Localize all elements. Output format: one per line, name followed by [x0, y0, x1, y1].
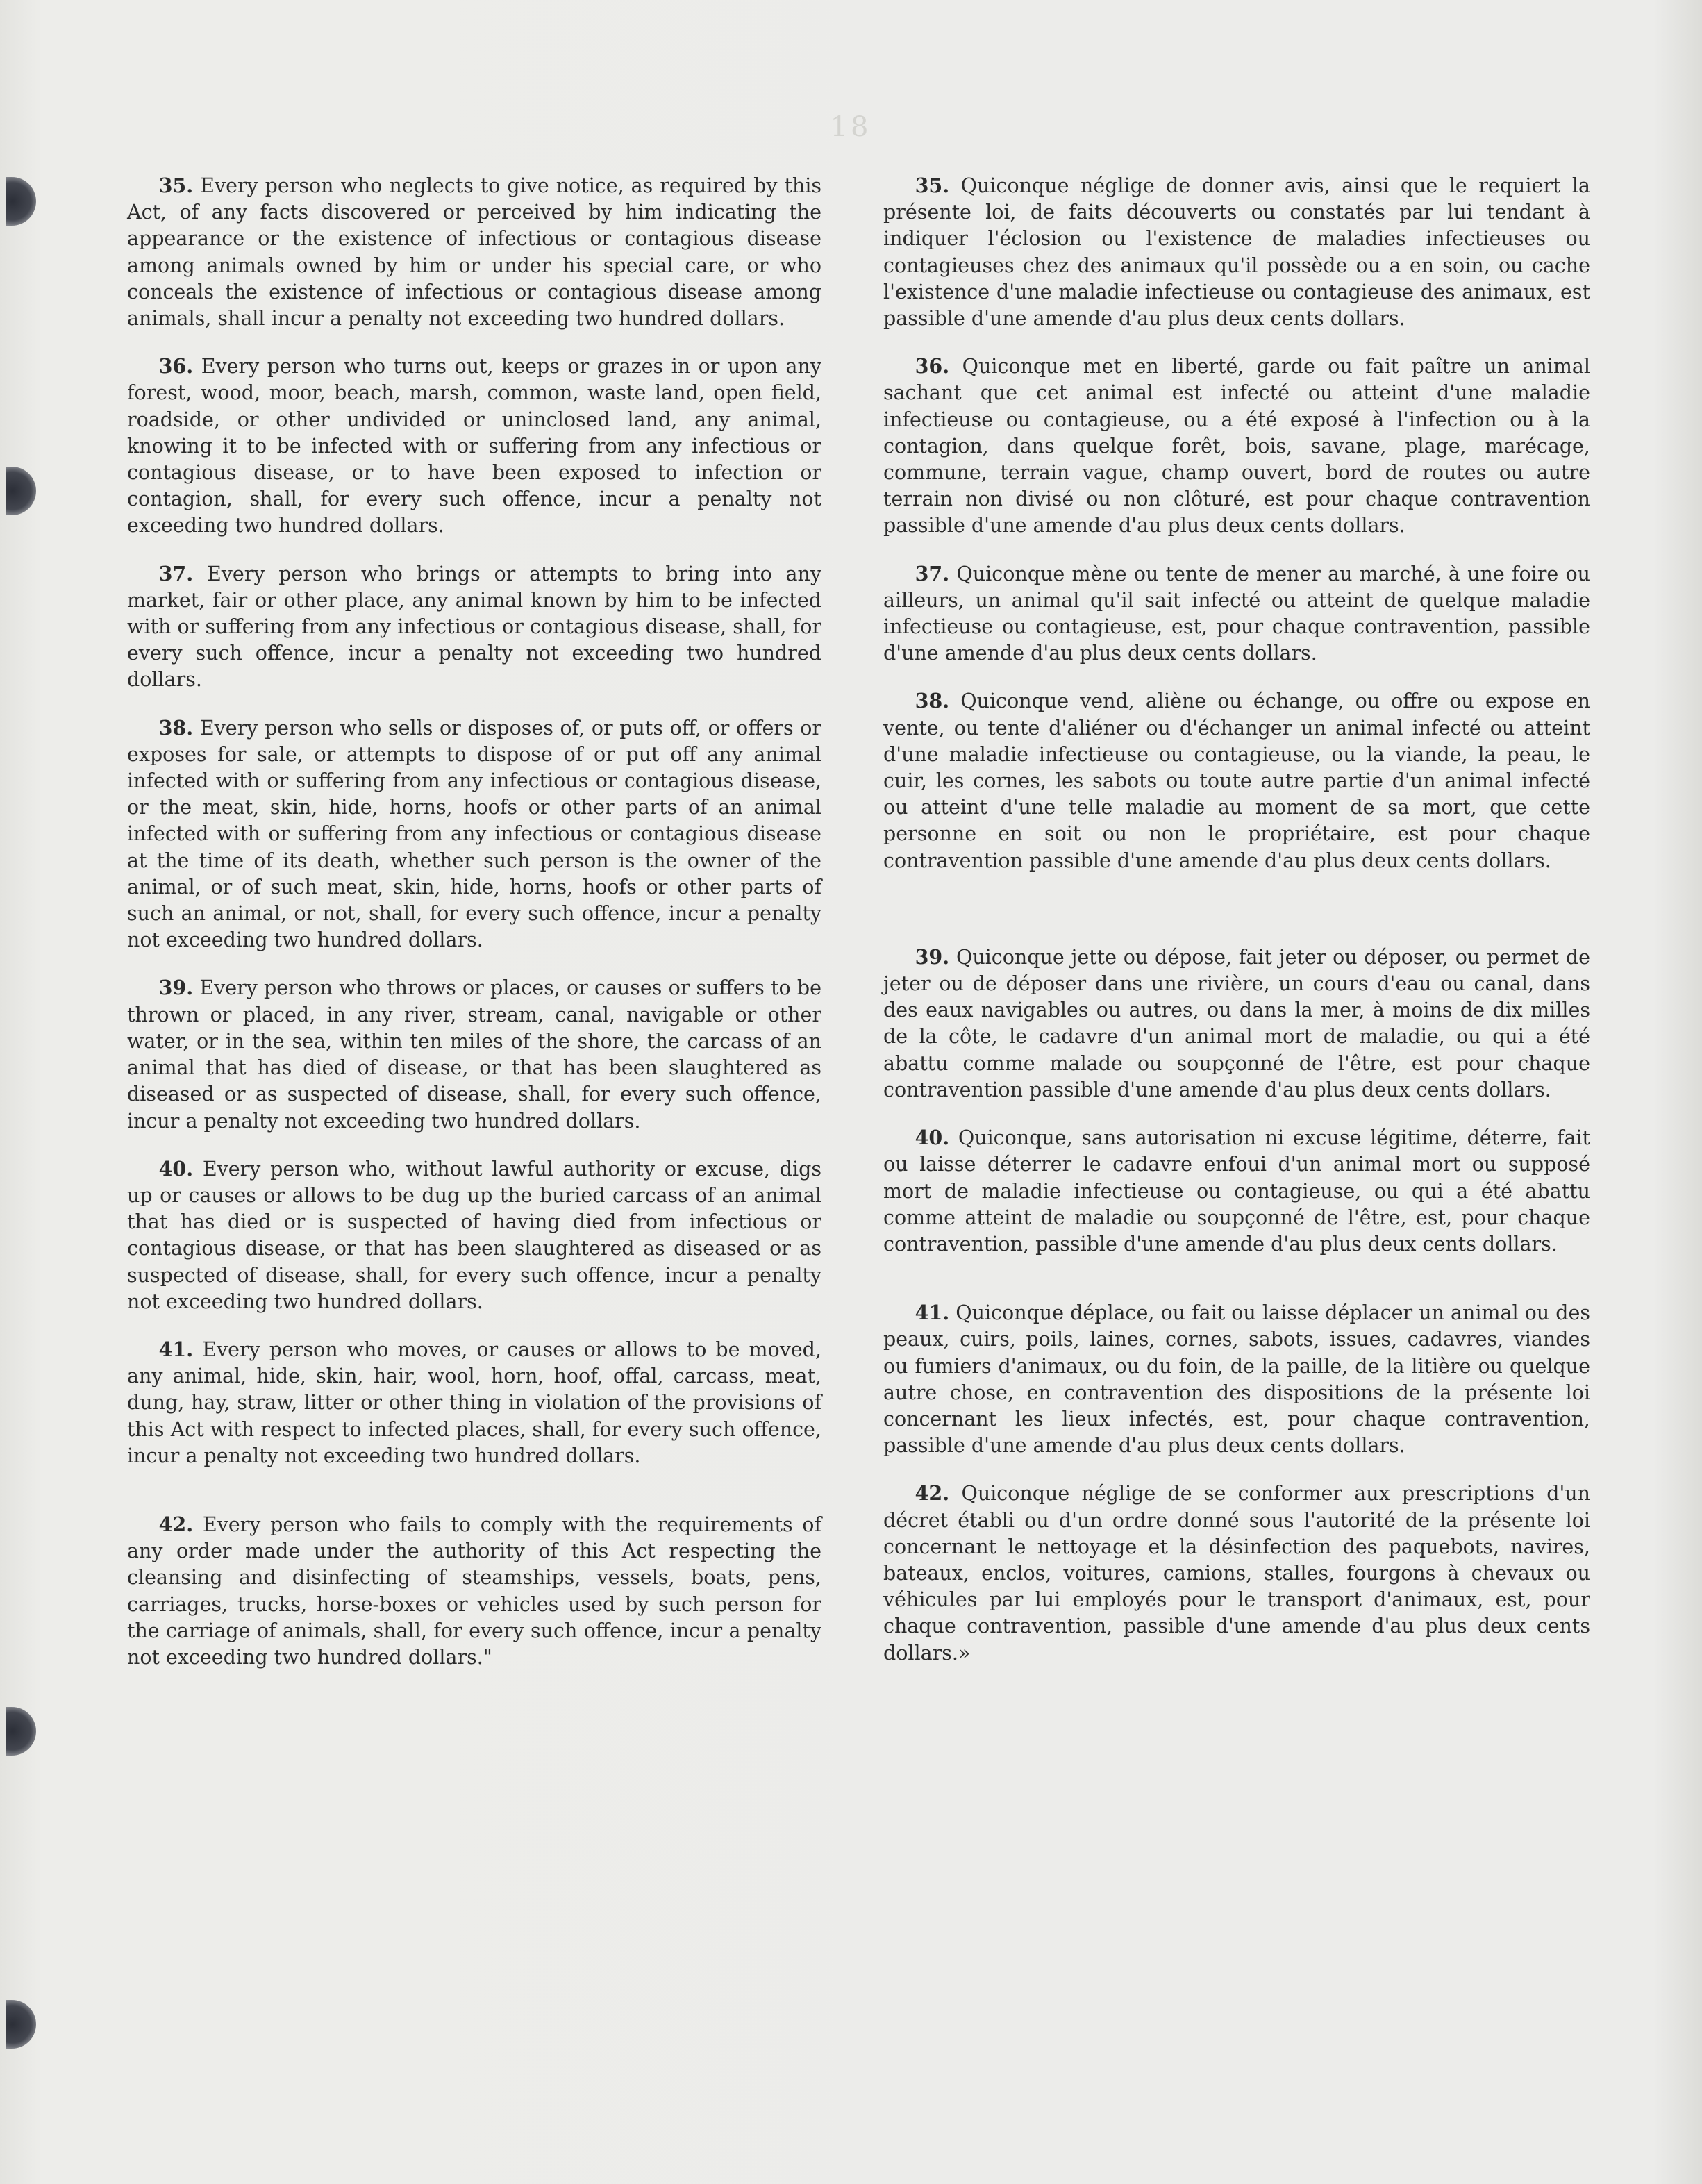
section-37-fr: 37. Quiconque mène ou tente de mener au marché, à une foire ou ailleurs, un animal qu'il sait infecté ou atteint de quelque maladie infectieuse ou contagieuse, est, pour chaque contravention, passible d'une amende d'au plus deux cents dollars. [883, 561, 1590, 665]
section-39-en: 39. Every person who throws or places, or causes or suffers to be thrown or placed, in any river, stream, canal, navigable or other water, or in the sea, within ten miles of the shore, the carcass of an animal that has died of disease, or that has been slaughtered as diseased or as suspected of disease, shall, for every such offence, incur a penalty not exceeding two hundred dollars. [127, 976, 821, 1133]
section-36-en: 36. Every person who turns out, keeps or grazes in or upon any forest, wood, moor, beach, marsh, common, waste land, open field, roadside, or other undivided or uninclosed land, any animal, knowing it to be infected with or suffering from any infectious or contagious disease, or to have been exposed to infection or contagion, shall, for every such offence, incur a penalty not exceeding two hundred dollars. [127, 354, 821, 537]
section-40-fr: 40. Quiconque, sans autorisation ni excuse légitime, déterre, fait ou laisse déterrer le cadavre enfoui d'un animal mort ou supposé mort de maladie infectieuse ou contagieuse, ou qui a été abattu comme atteint de maladie ou soupçonné de l'être, est, pour chaque contravention, passible d'une amende d'au plus deux cents dollars. [883, 1126, 1590, 1256]
section-37-en: 37. Every person who brings or attempts to bring into any market, fair or other place, any animal known by him to be infected with or suffering from any infectious or contagious disease, shall, for every such offence, incur a penalty not exceeding two hundred dollars. [127, 561, 821, 692]
section-39-fr: 39. Quiconque jette ou dépose, fait jeter ou déposer, ou permet de jeter ou de déposer dans une rivière, un cours d'eau ou canal, dans des eaux navigables ou autres, ou dans la mer, à moins de dix milles de la côte, le cadavre d'un animal mort de maladie, ou qui a été abattu comme malade ou soupçonné de l'être, est pour chaque contravention passible d'une amende d'au plus deux cents dollars. [883, 944, 1590, 1101]
punch-hole [6, 467, 36, 515]
section-36-fr: 36. Quiconque met en liberté, garde ou fait paître un animal sachant que cet animal est infecté ou atteint d'une maladie infectieuse ou contagieuse, ou a été exposé à l'infection ou à la contagion, dans quelque forêt, bois, savane, plage, marécage, commune, terrain vague, champ ouvert, bord de routes ou autre terrain non divisé ou non clôturé, est pour chaque contravention passible d'une amende d'au plus deux cents dollars. [883, 354, 1590, 537]
punch-hole [6, 2000, 36, 2049]
french-column [883, 172, 1590, 1667]
section-35-fr: 35. Quiconque néglige de donner avis, ainsi que le requiert la présente loi, de faits découverts ou constatés par lui tendant à indiquer l'éclosion ou l'existence de maladies infectieuses ou contagieuses chez des animaux qu'il possède ou a en soin, ou cache l'existence d'une maladie infectieuse ou contagieuse des animaux, est passible d'une amende d'au plus deux cents dollars. [883, 174, 1590, 331]
section-41-en: 41. Every person who moves, or causes or allows to be moved, any animal, hide, skin, hair, wool, horn, hoof, offal, carcass, meat, dung, hay, straw, litter or other thing in violation of the provisions of this Act with respect to infected places, shall, for every such offence, incur a penalty not exceeding two hundred dollars. [127, 1337, 821, 1467]
page-number: 18 [830, 111, 871, 143]
section-40-en: 40. Every person who, without lawful authority or excuse, digs up or causes or allows to be dug up the buried carcass of an animal that has died or is suspected of having died from infectious or contagious disease, or that has been slaughtered as diseased or as suspected of disease, shall, for every such offence, incur a penalty not exceeding two hundred dollars. [127, 1156, 821, 1313]
section-35-en: 35. Every person who neglects to give notice, as required by this Act, of any facts discovered or perceived by him indicating the appearance or the existence of infectious or contagious disease among animals owned by him or under his special care, or who conceals the existence of infectious or contagious disease among animals, shall incur a penalty not exceeding two hundred dollars. [127, 174, 821, 331]
punch-hole [6, 177, 36, 226]
section-42-en: 42. Every person who fails to comply with the requirements of any order made under the authority of this Act respecting the cleansing and disinfecting of steamships, vessels, boats, pens, carriages, trucks, horse-boxes or vehicles used by such person for the carriage of animals, shall, for every such offence, incur a penalty not exceeding two hundred dollars." [127, 1512, 821, 1669]
section-41-fr: 41. Quiconque déplace, ou fait ou laisse déplacer un animal ou des peaux, cuirs, poils, laines, cornes, sabots, issues, cadavres, viandes ou fumiers d'animaux, ou du foin, de la paille, de la litière ou quelque autre chose, en contravention des dispositions de la présente loi concernant les lieux infectés, est, pour chaque contravention, passible d'une amende d'au plus deux cents dollars. [883, 1301, 1590, 1458]
punch-hole [6, 1707, 36, 1756]
section-42-fr: 42. Quiconque néglige de se conformer aux prescriptions d'un décret établi ou d'un ordre donné sous l'autorité de la présente loi concernant le nettoyage et la désinfection des paquebots, navires, bateaux, enclos, voitures, camions, stalles, fourgons à chevaux ou véhicules par lui employés pour le transport d'animaux, est, pour chaque contravention, passible d'une amende d'au plus deux cents dollars.» [883, 1481, 1590, 1665]
section-38-fr: 38. Quiconque vend, aliène ou échange, ou offre ou expose en vente, ou tente d'aliéner ou d'échanger un animal infecté ou atteint d'une maladie infectieuse ou contagieuse, ou la viande, la peau, le cuir, les cornes, les sabots ou toute autre partie d'un animal infecté ou atteint d'une telle maladie au moment de sa mort, que cette personne en soit ou non le propriétaire, est pour chaque contravention passible d'une amende d'au plus deux cents dollars. [883, 689, 1590, 872]
section-38-en: 38. Every person who sells or disposes of, or puts off, or offers or exposes for sale, or attempts to dispose of or put off any animal infected with or suffering from any infectious or contagious disease, or the meat, skin, hide, horns, hoofs or other parts of an animal infected with or suffering from any infectious or contagious disease at the time of its death, whether such person is the owner of the animal, or of such meat, skin, hide, horns, hoofs or other parts of such an animal, or not, shall, for every such offence, incur a penalty not exceeding two hundred dollars. [127, 715, 821, 952]
english-column [127, 172, 821, 1671]
